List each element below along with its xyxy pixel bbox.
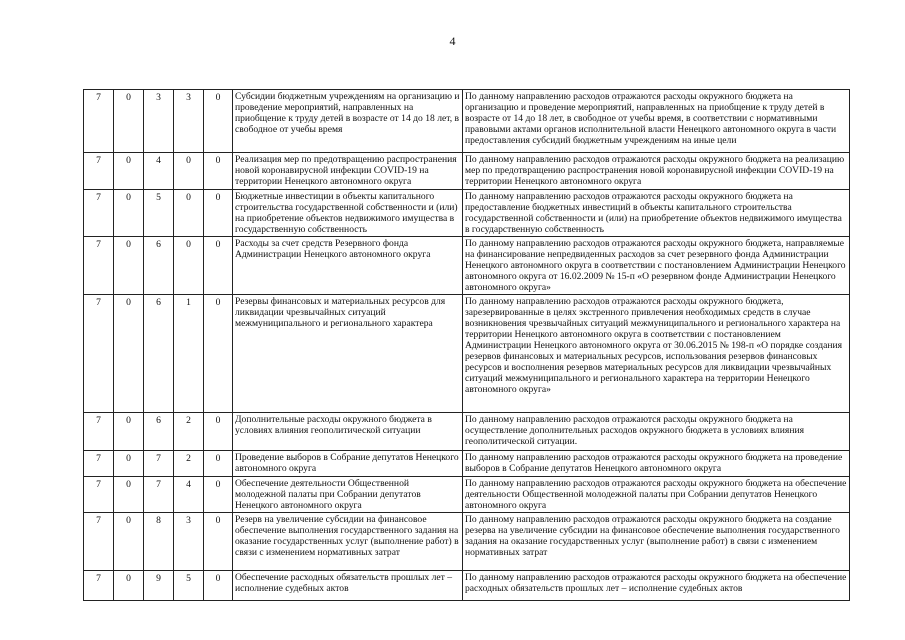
expense-description-cell: По данному направлению расходов отражаются расходы окружного бюджета на реализацию мер по предотвращению распространения новой коронавирусной инфекции COVID-19 на территории Ненецкого автономного округа xyxy=(463,153,850,190)
code-cell: 6 xyxy=(144,237,174,295)
code-cell: 0 xyxy=(114,413,144,451)
expense-description-cell: По данному направлению расходов отражаются расходы окружного бюджета на создание резерва на увеличение субсидии на финансовое обеспечение выполнения государственного задания на оказание государственных услуг (выполнение работ) в связи с изменением нормативных затрат xyxy=(463,513,850,571)
code-cell: 0 xyxy=(114,237,144,295)
table-row xyxy=(84,295,850,413)
code-cell: 0 xyxy=(204,413,233,451)
code-cell: 0 xyxy=(204,451,233,477)
code-cell: 7 xyxy=(84,237,114,295)
code-cell: 1 xyxy=(174,295,204,413)
table-row xyxy=(84,190,850,237)
expense-description-cell: По данному направлению расходов отражаются расходы окружного бюджета на организацию и проведение мероприятий, направленных на приобщение к труду детей в возрасте от 14 до 18 лет, в свободное от учебы время, в соответствии с нормативными правовыми актами органов исполнительной власти Ненецкого автономного округа в части предоставления субсидий бюджетным учреждениям на иные цели xyxy=(463,90,850,153)
expense-description-cell: По данному направлению расходов отражаются расходы окружного бюджета на осуществление дополнительных расходов окружного бюджета в условиях влияния геополитической ситуации. xyxy=(463,413,850,451)
code-cell: 0 xyxy=(114,477,144,513)
code-cell: 5 xyxy=(174,571,204,601)
table-row xyxy=(84,477,850,513)
expense-description-cell: По данному направлению расходов отражаются расходы окружного бюджета, направляемые на финансирование непредвиденных расходов за счет резервного фонда Администрации Ненецкого автономного округа в соответствии с постановлением Администрации Ненецкого автономного округа от 16.02.2009 № 15-п «О резервном фонде Администрации Ненецкого автономного округа» xyxy=(463,237,850,295)
table-row xyxy=(84,513,850,571)
code-cell: 3 xyxy=(174,90,204,153)
code-cell: 0 xyxy=(204,90,233,153)
code-cell: 0 xyxy=(114,451,144,477)
code-cell: 0 xyxy=(204,571,233,601)
expense-name-cell: Субсидии бюджетным учреждениям на организацию и проведение мероприятий, направленных на приобщение к труду детей в возрасте от 14 до 18 лет, в свободное от учебы время xyxy=(233,90,463,153)
expense-name-cell: Обеспечение деятельности Общественной молодежной палаты при Собрании депутатов Ненецкого автономного округа xyxy=(233,477,463,513)
code-cell: 6 xyxy=(144,295,174,413)
code-cell: 0 xyxy=(174,153,204,190)
code-cell: 5 xyxy=(144,190,174,237)
expense-name-cell: Реализация мер по предотвращению распространения новой коронавирусной инфекции COVID-19 на территории Ненецкого автономного округа xyxy=(233,153,463,190)
code-cell: 0 xyxy=(114,153,144,190)
code-cell: 0 xyxy=(204,513,233,571)
expense-description-cell: По данному направлению расходов отражаются расходы окружного бюджета на предоставление бюджетных инвестиций в объекты капитального строительства государственной собственности и (или) на приобретение объектов недвижимого имущества в государственную собственность xyxy=(463,190,850,237)
code-cell: 7 xyxy=(144,451,174,477)
code-cell: 6 xyxy=(144,413,174,451)
expense-description-cell: По данному направлению расходов отражаются расходы окружного бюджета, зарезервированные в целях экстренного привлечения необходимых средств в случае возникновения чрезвычайных ситуаций межмуниципального и регионального характера на территории Ненецкого автономного округа в соответствии с постановлением Администрации Ненецкого автономного округа от 30.06.2015 № 198-п «О порядке создания резервов финансовых и материальных ресурсов, использования резервов финансовых ресурсов и восполнения резервов материальных ресурсов для ликвидации чрезвычайных ситуаций межмуниципального и регионального характера на территории Ненецкого автономного округа» xyxy=(463,295,850,413)
table-row xyxy=(84,153,850,190)
code-cell: 7 xyxy=(84,295,114,413)
page-number: 4 xyxy=(449,34,456,48)
expense-name-cell: Расходы за счет средств Резервного фонда Администрации Ненецкого автономного округа xyxy=(233,237,463,295)
table-row xyxy=(84,571,850,601)
expense-name-cell: Обеспечение расходных обязательств прошлых лет – исполнение судебных актов xyxy=(233,571,463,601)
code-cell: 0 xyxy=(114,513,144,571)
code-cell: 7 xyxy=(84,451,114,477)
code-cell: 2 xyxy=(174,413,204,451)
code-cell: 7 xyxy=(84,153,114,190)
code-cell: 3 xyxy=(144,90,174,153)
table-row xyxy=(84,90,850,153)
table-row xyxy=(84,413,850,451)
expense-name-cell: Дополнительные расходы окружного бюджета в условиях влияния геополитической ситуации xyxy=(233,413,463,451)
expense-description-cell: По данному направлению расходов отражаются расходы окружного бюджета на обеспечение деятельности Общественной молодежной палаты при Собрании депутатов Ненецкого автономного округа xyxy=(463,477,850,513)
expense-name-cell: Бюджетные инвестиции в объекты капитального строительства государственной собственности и (или) на приобретение объектов недвижимого имущества в государственную собственность xyxy=(233,190,463,237)
table-row xyxy=(84,451,850,477)
code-cell: 0 xyxy=(174,237,204,295)
code-cell: 0 xyxy=(114,295,144,413)
code-cell: 0 xyxy=(174,190,204,237)
expense-name-cell: Резервы финансовых и материальных ресурсов для ликвидации чрезвычайных ситуаций межмуниципального и регионального характера xyxy=(233,295,463,413)
code-cell: 7 xyxy=(84,513,114,571)
code-cell: 7 xyxy=(84,190,114,237)
code-cell: 0 xyxy=(114,90,144,153)
code-cell: 7 xyxy=(144,477,174,513)
code-cell: 0 xyxy=(204,190,233,237)
code-cell: 7 xyxy=(84,477,114,513)
code-cell: 0 xyxy=(204,477,233,513)
code-cell: 4 xyxy=(144,153,174,190)
code-cell: 0 xyxy=(114,190,144,237)
code-cell: 0 xyxy=(204,237,233,295)
code-cell: 0 xyxy=(204,153,233,190)
expense-description-cell: По данному направлению расходов отражаются расходы окружного бюджета на проведение выборов в Собрание депутатов Ненецкого автономного округа xyxy=(463,451,850,477)
code-cell: 7 xyxy=(84,413,114,451)
code-cell: 7 xyxy=(84,90,114,153)
code-cell: 4 xyxy=(174,477,204,513)
code-cell: 2 xyxy=(174,451,204,477)
code-cell: 3 xyxy=(174,513,204,571)
code-cell: 0 xyxy=(114,571,144,601)
expense-name-cell: Проведение выборов в Собрание депутатов Ненецкого автономного округа xyxy=(233,451,463,477)
code-cell: 0 xyxy=(204,295,233,413)
budget-codes-table xyxy=(83,89,850,601)
code-cell: 8 xyxy=(144,513,174,571)
expense-description-cell: По данному направлению расходов отражаются расходы окружного бюджета на обеспечение расходных обязательств прошлых лет – исполнение судебных актов xyxy=(463,571,850,601)
code-cell: 9 xyxy=(144,571,174,601)
expense-name-cell: Резерв на увеличение субсидии на финансовое обеспечение выполнения государственного задания на оказание государственных услуг (выполнение работ) в связи с изменением нормативных затрат xyxy=(233,513,463,571)
table-row xyxy=(84,237,850,295)
code-cell: 7 xyxy=(84,571,114,601)
